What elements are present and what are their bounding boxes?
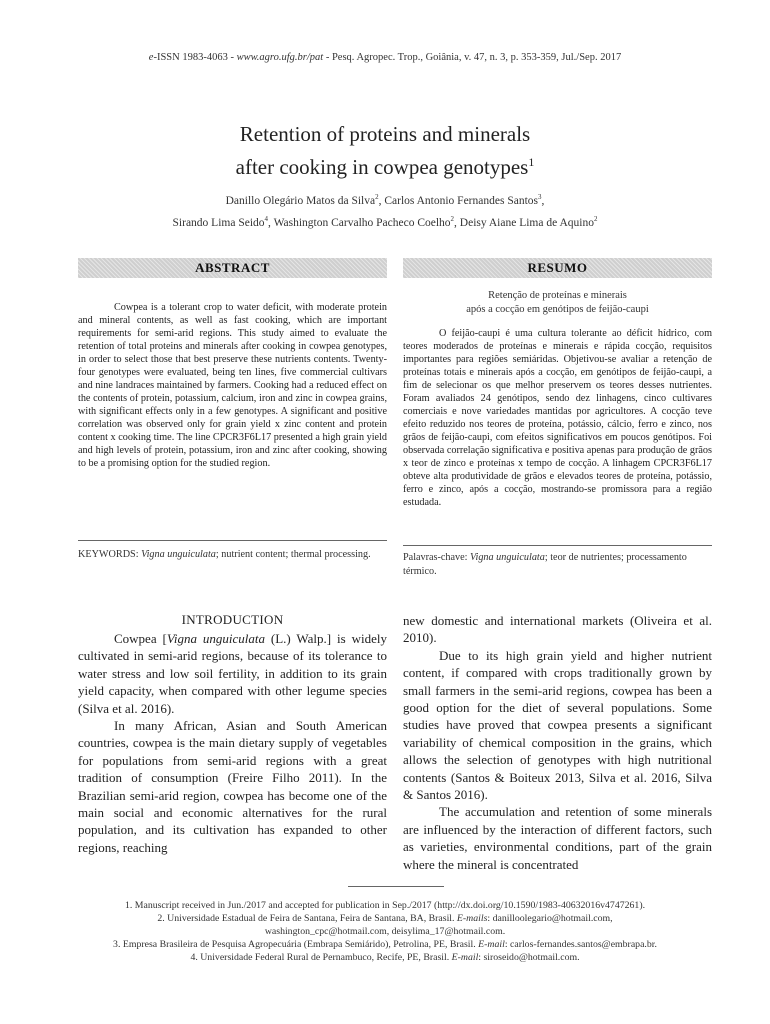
header-issn: -ISSN 1983-4063 - — [153, 52, 237, 63]
palavras-chave-label: Palavras-chave: — [403, 552, 471, 563]
author-affiliation-mark: 2 — [593, 214, 598, 223]
header-prefix: e — [148, 52, 154, 63]
footnote-text: 2. Universidade Estadual de Feira de Santana, Feira de Santana, BA, Brasil. — [157, 913, 457, 924]
intro-paragraph — [78, 630, 387, 717]
intro-text: (L.) Walp.] is widely cultivated in semi-arid regions, because of its tolerance to water stress and low soil fertility, in addition to its grain yield capacity, when compared with other legume species (Silva et al. 2016). — [78, 631, 388, 716]
footnote-4 — [60, 951, 710, 964]
palavras-chave-rest: ; teor de nutrientes; processamento térmico. — [403, 552, 687, 577]
header-citation: - Pesq. Agropec. Trop., Goiânia, v. 47, n. 3, p. 353-359, Jul./Sep. 2017 — [323, 52, 622, 63]
author-name: Carlos Antonio Fernandes Santos — [384, 194, 538, 207]
footnote-text: 3. Empresa Brasileira de Pesquisa Agropecuária (Embrapa Semiárido), Petrolina, PE, Brasil. — [113, 939, 479, 950]
introduction-heading: INTRODUCTION — [181, 612, 284, 627]
footnote-emails: : carlos-fernandes.santos@embrapa.br. — [504, 939, 657, 950]
footnote-3 — [60, 938, 710, 951]
footnote-2-continued: washington_cpc@hotmail.com, deisylima_17@hotmail.com. — [264, 926, 506, 937]
intro-paragraph: new domestic and international markets (Oliveira et al. 2010). — [403, 613, 712, 646]
author-separator: , — [541, 194, 545, 207]
author-separator: , — [454, 216, 460, 229]
header-site-link[interactable]: www.agro.ufg.br/pat — [236, 52, 324, 63]
intro-text: Cowpea [ — [114, 631, 167, 646]
resumo-title-line-2: após a cocção em genótipos de feijão-caupi — [466, 304, 649, 315]
author-separator: , — [268, 216, 274, 229]
species-name: Vigna unguiculata — [166, 631, 265, 646]
abstract-keywords — [78, 548, 387, 562]
keywords-label: KEYWORDS: — [78, 549, 142, 560]
intro-column-left — [78, 630, 387, 856]
intro-column-right — [403, 612, 712, 873]
author-name: Deisy Aiane Lima de Aquino — [459, 216, 594, 229]
author-affiliation-mark: 2 — [375, 193, 379, 201]
intro-paragraph: In many African, Asian and South American countries, cowpea is the main dietary supply of vegetables for populations from semi-arid regions with a great tradition of consumption (Freire Filho 2011). In the Brazilian semi-arid region, cowpea has become one of the main social and economic alternatives for the rural population, and its cultivation has expanded to other regions, reaching — [78, 718, 387, 855]
footnote-divider — [348, 886, 444, 887]
author-list — [0, 188, 770, 232]
author-affiliation-mark: 2 — [450, 214, 455, 223]
palavras-chave-species: Vigna unguiculata — [470, 552, 545, 563]
title-footnote-mark: 1 — [528, 155, 535, 169]
author-line-1 — [0, 188, 770, 210]
resumo-title — [403, 289, 712, 317]
author-affiliation-mark: 4 — [264, 214, 269, 223]
footnote-email-label: E-mail — [451, 952, 479, 963]
footnotes — [60, 899, 710, 964]
resumo-title-line-1: Retenção de proteínas e minerais — [488, 290, 627, 301]
intro-paragraph: The accumulation and retention of some minerals are influenced by the interaction of different factors, such as varieties, environmental conditions, part of the grain where the mineral is concentrated — [403, 804, 712, 872]
resumo-keywords — [403, 551, 712, 579]
footnote-1: 1. Manuscript received in Jun./2017 and accepted for publication in Sep./2017 (http://dx.doi.org/10.1590/1983-40632016v4747261). — [124, 900, 646, 911]
intro-paragraph: Due to its high grain yield and higher nutrient content, if compared with crops traditionally grown by small farmers in the semi-arid regions, cowpea has been a good option for the diet of several populations. Some studies have proved that cowpea presents a significant variability of chemical composition in the grains, which allows the selection of genotypes with high nutritional contents (Santos & Boiteux 2013, Silva et al. 2016, Silva & Santos 2016). — [403, 647, 712, 803]
footnote-email-label: E-mails — [456, 913, 488, 924]
author-name: Danillo Olegário Matos da Silva — [225, 194, 376, 207]
footnote-email-label: E-mail — [478, 939, 505, 950]
author-name: Washington Carvalho Pacheco Coelho — [273, 216, 451, 229]
journal-header — [0, 52, 770, 63]
keywords-species: Vigna unguiculata — [141, 549, 216, 560]
author-line-2 — [0, 210, 770, 232]
abstract-text: Cowpea is a tolerant crop to water deficit, with moderate protein and mineral contents, as well as fast cooking, which are important requirements for semi-arid regions. This study aimed to evaluate the retention of total proteins and minerals after cooking in cowpea genotypes, in order to select those that best preserve these nutrients contents. Twenty-four genotypes were evaluated, being ten lines, five commercial cultivars and nine landraces maintained by farmers. Cooking had a reduced effect on the contents of protein, potassium, calcium, iron and zinc in cowpea grains, with significant effects only in a few genotypes. A significant and positive correlation was observed only for grain yield x zinc content and protein content x cooking time. The line CPCR3F6L17 presented a high grain yield and high levels of protein, potassium, iron and zinc after cooking, showing to be a promising option for the studied region. — [78, 302, 387, 469]
resumo-keywords-divider — [403, 545, 712, 546]
author-affiliation-mark: 3 — [538, 193, 542, 201]
resumo-heading: RESUMO — [403, 258, 712, 278]
footnote-emails: : siroseido@hotmail.com. — [478, 952, 580, 963]
footnote-emails: : danilloolegario@hotmail.com, — [487, 913, 613, 924]
title-line-1: Retention of proteins and minerals — [239, 122, 531, 146]
footnote-text: 4. Universidade Federal Rural de Pernambuco, Recife, PE, Brasil. — [190, 952, 452, 963]
author-name: Sirando Lima Seido — [172, 216, 265, 229]
title-line-2 — [0, 148, 770, 181]
resumo-text: O feijão-caupi é uma cultura tolerante ao déficit hídrico, com teores moderados de proteínas e minerais e rápida cocção, requisitos importantes para regiões semiáridas. Objetivou-se avaliar a retenção de proteínas totais e minerais após a cocção, em genótipos de feijão-caupi, a fim de selecionar os que melhor preservem os teores desses nutrientes. Foram avaliados 24 genótipos, sendo dez linhagens, cinco cultivares comerciais e nove variedades mantidas por agricultores. A cocção teve efeito reduzido nos teores de proteína, potássio, cálcio, ferro e zinco, nos grãos de feijão-caupi, com efeitos significativos em poucos genótipos. Foi observada correlação significativa e positiva apenas para produção de grãos x teor de zinco e proteínas x tempo de cocção. A linhagem CPCR3F6L17 obteve alta produtividade de grãos e elevados teores de proteína, potássio, ferro e zinco, após a cocção, mostrando-se promissora para a região estudada. — [403, 328, 712, 508]
paper-title — [0, 120, 770, 181]
abstract-heading: ABSTRACT — [78, 258, 387, 278]
author-separator: , — [378, 194, 385, 207]
footnote-2 — [60, 912, 710, 925]
keywords-rest: ; nutrient content; thermal processing. — [215, 549, 371, 560]
abstract-keywords-divider — [78, 540, 387, 541]
title-line-2-text: after cooking in cowpea genotypes — [235, 155, 529, 179]
